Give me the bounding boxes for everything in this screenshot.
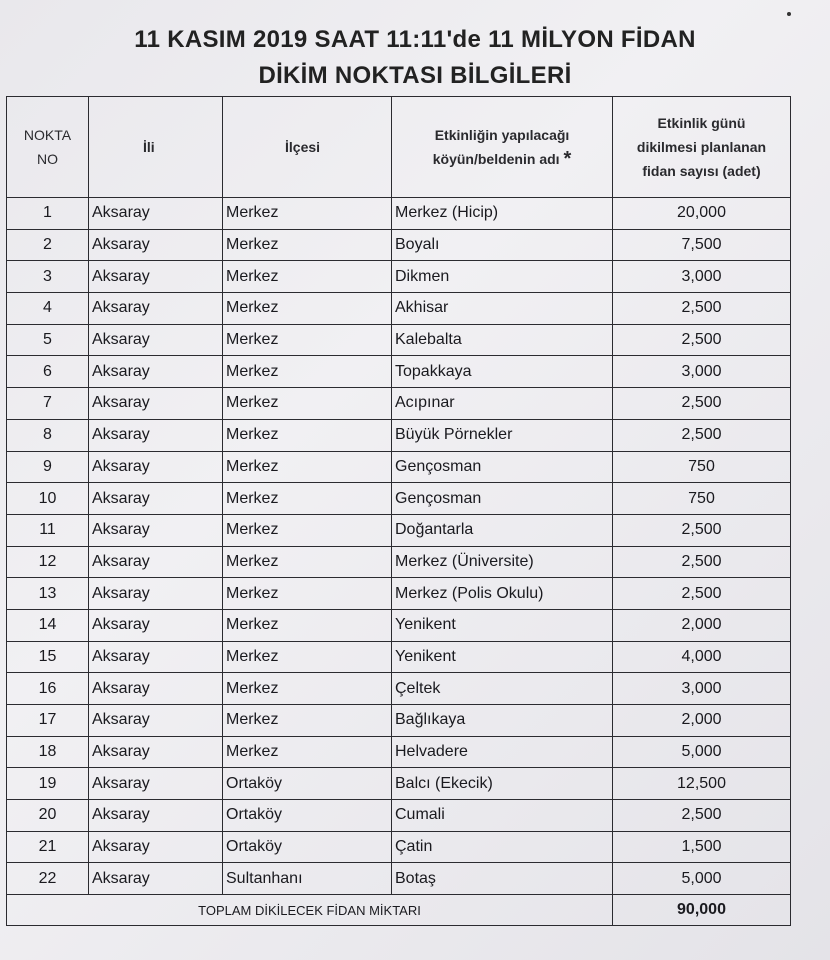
header-koy bbox=[392, 97, 613, 198]
cell-nokta-no: 9 bbox=[7, 451, 89, 483]
cell-ilce: Merkez bbox=[223, 609, 392, 641]
cell-fidan-count: 1,500 bbox=[613, 831, 791, 863]
cell-nokta-no: 21 bbox=[7, 831, 89, 863]
cell-nokta-no: 12 bbox=[7, 546, 89, 578]
cell-ilce: Merkez bbox=[223, 673, 392, 705]
cell-fidan-count: 20,000 bbox=[613, 198, 791, 230]
cell-ilce: Ortaköy bbox=[223, 768, 392, 800]
cell-nokta-no: 13 bbox=[7, 578, 89, 610]
cell-nokta-no: 5 bbox=[7, 324, 89, 356]
cell-koy: Yenikent bbox=[392, 641, 613, 673]
cell-nokta-no: 19 bbox=[7, 768, 89, 800]
cell-koy: Büyük Pörnekler bbox=[392, 419, 613, 451]
cell-ilce: Merkez bbox=[223, 451, 392, 483]
cell-il: Aksaray bbox=[89, 198, 223, 230]
cell-nokta-no: 6 bbox=[7, 356, 89, 388]
cell-koy: Doğantarla bbox=[392, 514, 613, 546]
cell-fidan-count: 2,500 bbox=[613, 800, 791, 832]
cell-fidan-count: 2,500 bbox=[613, 546, 791, 578]
cell-nokta-no: 18 bbox=[7, 736, 89, 768]
cell-ilce: Ortaköy bbox=[223, 831, 392, 863]
cell-il: Aksaray bbox=[89, 293, 223, 325]
cell-nokta-no: 8 bbox=[7, 419, 89, 451]
header-nokta-line1: NOKTA bbox=[23, 127, 72, 143]
cell-il: Aksaray bbox=[89, 419, 223, 451]
ink-dot bbox=[787, 12, 791, 16]
cell-il: Aksaray bbox=[89, 641, 223, 673]
header-fidan-line1: Etkinlik günü bbox=[657, 115, 746, 131]
cell-fidan-count: 2,500 bbox=[613, 293, 791, 325]
cell-fidan-count: 3,000 bbox=[613, 261, 791, 293]
cell-ilce: Merkez bbox=[223, 293, 392, 325]
table-row bbox=[7, 261, 791, 293]
cell-il: Aksaray bbox=[89, 324, 223, 356]
document-subtitle: DİKİM NOKTASI BİLGİLERİ bbox=[258, 62, 572, 89]
cell-il: Aksaray bbox=[89, 673, 223, 705]
table-row bbox=[7, 419, 791, 451]
total-value: 90,000 bbox=[613, 895, 791, 926]
cell-il: Aksaray bbox=[89, 831, 223, 863]
cell-nokta-no: 7 bbox=[7, 388, 89, 420]
cell-nokta-no: 17 bbox=[7, 705, 89, 737]
cell-il: Aksaray bbox=[89, 863, 223, 895]
cell-ilce: Merkez bbox=[223, 198, 392, 230]
table-row bbox=[7, 324, 791, 356]
cell-fidan-count: 12,500 bbox=[613, 768, 791, 800]
total-label: TOPLAM DİKİLECEK FİDAN MİKTARI bbox=[7, 895, 613, 926]
cell-il: Aksaray bbox=[89, 705, 223, 737]
cell-fidan-count: 750 bbox=[613, 451, 791, 483]
header-koy-line2: köyün/beldenin adı bbox=[432, 151, 560, 167]
cell-fidan-count: 2,500 bbox=[613, 388, 791, 420]
table-row bbox=[7, 673, 791, 705]
cell-koy: Çatin bbox=[392, 831, 613, 863]
cell-nokta-no: 10 bbox=[7, 483, 89, 515]
cell-ilce: Merkez bbox=[223, 261, 392, 293]
cell-il: Aksaray bbox=[89, 451, 223, 483]
cell-ilce: Merkez bbox=[223, 483, 392, 515]
cell-koy: Bağlıkaya bbox=[392, 705, 613, 737]
cell-il: Aksaray bbox=[89, 800, 223, 832]
cell-fidan-count: 5,000 bbox=[613, 863, 791, 895]
header-koy-line1: Etkinliğin yapılacağı bbox=[434, 127, 570, 143]
cell-il: Aksaray bbox=[89, 229, 223, 261]
table-row bbox=[7, 229, 791, 261]
cell-koy: Yenikent bbox=[392, 609, 613, 641]
table-row bbox=[7, 388, 791, 420]
table-row bbox=[7, 578, 791, 610]
table-row bbox=[7, 293, 791, 325]
cell-il: Aksaray bbox=[89, 483, 223, 515]
cell-koy: Gençosman bbox=[392, 451, 613, 483]
cell-ilce: Merkez bbox=[223, 356, 392, 388]
header-koy-line2-wrap bbox=[392, 147, 612, 171]
cell-koy: Topakkaya bbox=[392, 356, 613, 388]
table-row bbox=[7, 198, 791, 230]
cell-koy: Çeltek bbox=[392, 673, 613, 705]
cell-ilce: Ortaköy bbox=[223, 800, 392, 832]
cell-nokta-no: 22 bbox=[7, 863, 89, 895]
cell-ilce: Merkez bbox=[223, 229, 392, 261]
header-ilcesi: İlçesi bbox=[223, 97, 392, 198]
cell-fidan-count: 5,000 bbox=[613, 736, 791, 768]
table-row bbox=[7, 736, 791, 768]
cell-il: Aksaray bbox=[89, 261, 223, 293]
cell-ilce: Merkez bbox=[223, 546, 392, 578]
cell-koy: Botaş bbox=[392, 863, 613, 895]
cell-ilce: Sultanhanı bbox=[223, 863, 392, 895]
table-row bbox=[7, 641, 791, 673]
cell-koy: Akhisar bbox=[392, 293, 613, 325]
cell-fidan-count: 7,500 bbox=[613, 229, 791, 261]
cell-il: Aksaray bbox=[89, 609, 223, 641]
cell-fidan-count: 2,000 bbox=[613, 609, 791, 641]
cell-ilce: Merkez bbox=[223, 705, 392, 737]
cell-ilce: Merkez bbox=[223, 641, 392, 673]
cell-ilce: Merkez bbox=[223, 419, 392, 451]
cell-fidan-count: 2,000 bbox=[613, 705, 791, 737]
table-row bbox=[7, 863, 791, 895]
cell-nokta-no: 3 bbox=[7, 261, 89, 293]
cell-il: Aksaray bbox=[89, 736, 223, 768]
cell-fidan-count: 3,000 bbox=[613, 673, 791, 705]
cell-ilce: Merkez bbox=[223, 514, 392, 546]
header-asterisk: * bbox=[563, 148, 572, 170]
cell-nokta-no: 2 bbox=[7, 229, 89, 261]
cell-koy: Merkez (Üniversite) bbox=[392, 546, 613, 578]
cell-nokta-no: 14 bbox=[7, 609, 89, 641]
cell-ilce: Merkez bbox=[223, 388, 392, 420]
cell-nokta-no: 16 bbox=[7, 673, 89, 705]
table-header-row bbox=[7, 97, 791, 198]
cell-nokta-no: 20 bbox=[7, 800, 89, 832]
cell-nokta-no: 4 bbox=[7, 293, 89, 325]
table-row bbox=[7, 609, 791, 641]
cell-koy: Dikmen bbox=[392, 261, 613, 293]
table-row bbox=[7, 483, 791, 515]
cell-ilce: Merkez bbox=[223, 578, 392, 610]
header-nokta-no bbox=[7, 97, 89, 198]
cell-koy: Gençosman bbox=[392, 483, 613, 515]
table-row bbox=[7, 831, 791, 863]
cell-ilce: Merkez bbox=[223, 324, 392, 356]
cell-fidan-count: 2,500 bbox=[613, 324, 791, 356]
cell-koy: Boyalı bbox=[392, 229, 613, 261]
cell-fidan-count: 3,000 bbox=[613, 356, 791, 388]
cell-fidan-count: 2,500 bbox=[613, 514, 791, 546]
document-title: 11 KASIM 2019 SAAT 11:11'de 11 MİLYON FİDAN bbox=[134, 26, 696, 53]
cell-koy: Merkez (Hicip) bbox=[392, 198, 613, 230]
cell-koy: Helvadere bbox=[392, 736, 613, 768]
table-row bbox=[7, 768, 791, 800]
planting-points-table bbox=[6, 96, 791, 926]
table-row bbox=[7, 546, 791, 578]
header-fidan-line3: fidan sayısı (adet) bbox=[642, 163, 761, 179]
cell-koy: Acıpınar bbox=[392, 388, 613, 420]
cell-il: Aksaray bbox=[89, 356, 223, 388]
table-row bbox=[7, 705, 791, 737]
cell-koy: Cumali bbox=[392, 800, 613, 832]
table-body bbox=[7, 198, 791, 926]
cell-koy: Kalebalta bbox=[392, 324, 613, 356]
header-fidan-line2: dikilmesi planlanan bbox=[636, 139, 767, 155]
cell-fidan-count: 750 bbox=[613, 483, 791, 515]
table-row bbox=[7, 514, 791, 546]
cell-il: Aksaray bbox=[89, 546, 223, 578]
cell-fidan-count: 2,500 bbox=[613, 578, 791, 610]
table-row bbox=[7, 800, 791, 832]
cell-koy: Merkez (Polis Okulu) bbox=[392, 578, 613, 610]
cell-nokta-no: 1 bbox=[7, 198, 89, 230]
cell-il: Aksaray bbox=[89, 578, 223, 610]
cell-koy: Balcı (Ekecik) bbox=[392, 768, 613, 800]
cell-fidan-count: 2,500 bbox=[613, 419, 791, 451]
cell-il: Aksaray bbox=[89, 388, 223, 420]
cell-il: Aksaray bbox=[89, 768, 223, 800]
header-nokta-line2: NO bbox=[37, 151, 58, 167]
table-row bbox=[7, 356, 791, 388]
cell-fidan-count: 4,000 bbox=[613, 641, 791, 673]
cell-nokta-no: 15 bbox=[7, 641, 89, 673]
header-fidan bbox=[613, 97, 791, 198]
cell-ilce: Merkez bbox=[223, 736, 392, 768]
cell-nokta-no: 11 bbox=[7, 514, 89, 546]
header-ili: İli bbox=[89, 97, 223, 198]
total-row bbox=[7, 895, 791, 926]
table-row bbox=[7, 451, 791, 483]
cell-il: Aksaray bbox=[89, 514, 223, 546]
